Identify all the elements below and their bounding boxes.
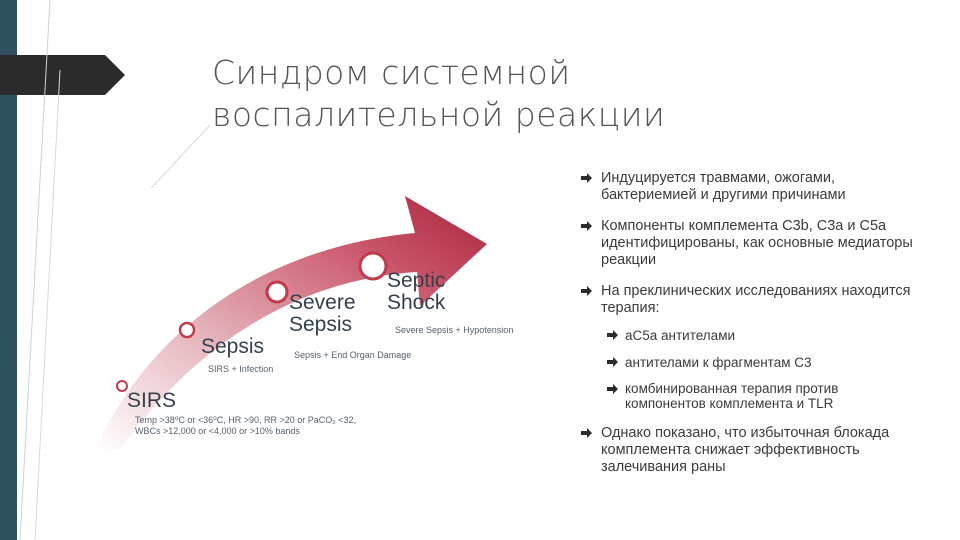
- stage-label-severe-sepsis: [289, 292, 356, 336]
- title-tab-arrow: [0, 55, 125, 95]
- bullet-text: Индуцируется травмами, ожогами, бактериемией и другими причинами: [601, 170, 846, 203]
- stage-dot-sirs: [117, 381, 127, 391]
- stage-desc-septic-shock: Severe Sepsis + Hypotension: [395, 325, 514, 335]
- stage-desc-sirs: [135, 415, 356, 437]
- stage-desc-sepsis: SIRS + Infection: [208, 364, 274, 374]
- bullet-arrow-icon: [607, 357, 618, 367]
- bullet-list: [577, 170, 922, 490]
- stage-desc-line: WBCs >12,000 or <4,000 or >10% bands: [135, 426, 300, 436]
- stage-label-line: Sepsis: [289, 313, 353, 336]
- stage-label-line: Septic: [387, 269, 446, 292]
- stage-label-sirs: SIRS: [127, 389, 177, 412]
- stage-dot-severe-sepsis: [267, 282, 287, 302]
- bullet-item: [577, 283, 922, 317]
- bullet-text: На преклинических исследованиях находится терапия:: [601, 283, 911, 316]
- stage-label-line: Severe: [289, 291, 356, 314]
- stage-label-septic-shock: [387, 270, 445, 314]
- title-line: Синдром системной: [212, 53, 571, 92]
- bullet-arrow-icon: [581, 286, 592, 296]
- stage-label-sepsis: Sepsis: [201, 335, 265, 358]
- stage-dot-sepsis: [180, 323, 194, 337]
- bullet-item: [577, 170, 922, 204]
- stage-dot-septic-shock: [360, 253, 386, 279]
- stage-desc-severe-sepsis: Sepsis + End Organ Damage: [294, 350, 412, 360]
- sepsis-progression-figure: [75, 188, 533, 450]
- bullet-arrow-icon: [581, 173, 592, 183]
- stage-desc-line: Temp >38⁰C or <36⁰C, HR >90, RR >20 or PaCO₂ <32,: [135, 415, 357, 425]
- sub-bullet-text: антителами к фрагментам С3: [625, 355, 812, 370]
- sub-bullet-item: [577, 327, 922, 344]
- stage-label-line: Shock: [387, 291, 446, 314]
- slide-title: [212, 52, 772, 136]
- bullet-arrow-icon: [607, 330, 618, 340]
- bullet-arrow-icon: [607, 384, 618, 394]
- bullet-arrow-icon: [581, 428, 592, 438]
- sub-bullet-item: [577, 354, 922, 371]
- sub-bullet-text: аС5а антителами: [625, 328, 736, 343]
- bullet-text: Компоненты комплемента С3b, C3a и С5а идентифицированы, как основные медиаторы реакции: [601, 218, 913, 268]
- bullet-text: Однако показано, что избыточная блокада комплемента снижает эффективность залечивания раны: [601, 425, 890, 475]
- title-line: воспалительной реакции: [212, 95, 666, 134]
- bullet-item: [577, 218, 922, 269]
- bullet-item: [577, 425, 922, 476]
- sub-bullet-item: [577, 381, 922, 411]
- sub-bullet-text: комбинированная терапия против компонентов комплемента и TLR: [625, 381, 839, 411]
- bullet-arrow-icon: [581, 221, 592, 231]
